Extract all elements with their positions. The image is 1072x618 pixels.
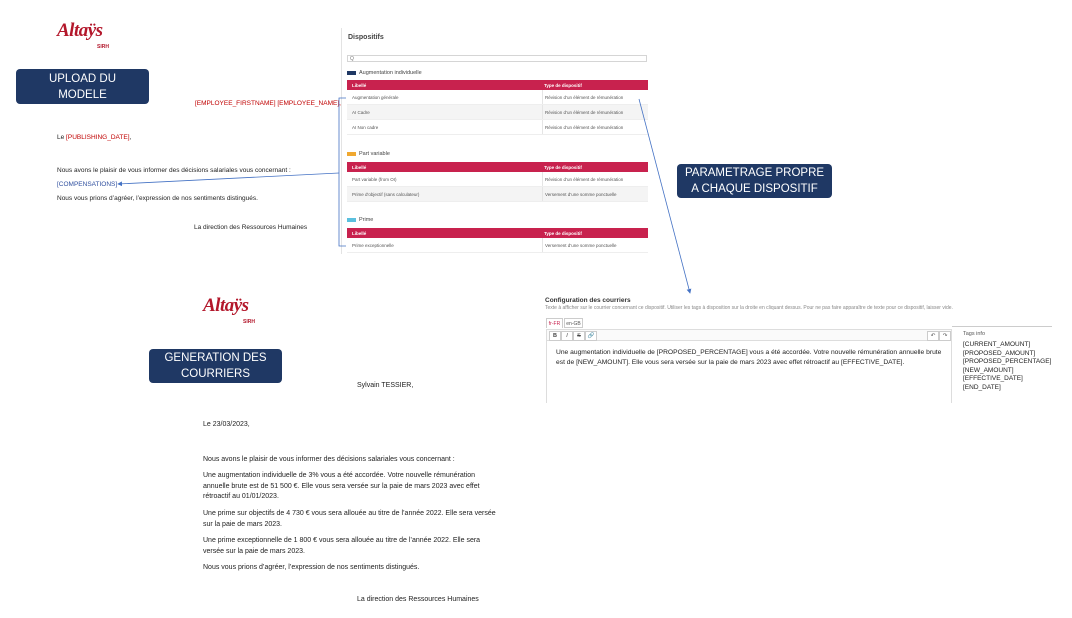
- generated-para-augmentation: Une augmentation individuelle de 3% vous a été accordée. Votre nouvelle rémunération annuelle brute est de 51 500 €. Elle vous sera versée sur la paie de mars 2023 avec effet rétroactif au 01/01/2023.: [203, 472, 480, 500]
- section-name: Prime: [359, 217, 374, 223]
- generated-para-prime-objectifs: Une prime sur objectifs de 4 730 € vous sera allouée au titre de l’année 2022. Elle sera versée sur la paie de mars 2023.: [203, 510, 496, 528]
- callout-upload: UPLOAD DU MODELE: [16, 69, 149, 104]
- logo-suffix: SIRH: [97, 44, 109, 50]
- callout-parametrage: PARAMETRAGE PROPRE A CHAQUE DISPOSITIF: [677, 164, 832, 198]
- tag-proposed-percentage[interactable]: [PROPOSED_PERCENTAGE]: [963, 358, 1052, 365]
- generated-signature: La direction des Ressources Humaines: [357, 596, 479, 603]
- col-type: Type de dispositif: [544, 82, 582, 88]
- tag-new-amount[interactable]: [NEW_AMOUNT]: [963, 366, 1014, 374]
- tags-info-title: Tags info: [963, 331, 986, 337]
- tab-lang-fr[interactable]: fr-FR: [546, 318, 563, 328]
- tag-current-amount[interactable]: [CURRENT_AMOUNT]: [963, 341, 1031, 348]
- tags-list: [963, 341, 1051, 392]
- row-type: Révision d’un élément de rémunération: [542, 120, 648, 134]
- row-type: Révision d’un élément de rémunération: [542, 90, 648, 104]
- col-libelle: Libellé: [352, 230, 367, 236]
- tab-lang-en[interactable]: en-GB: [564, 318, 583, 328]
- row-type: Révision d’un élément de rémunération: [542, 105, 648, 119]
- dispositifs-title: Dispositifs: [348, 34, 384, 41]
- arrow-to-config: [639, 99, 690, 293]
- config-title: Configuration des courriers: [545, 297, 631, 304]
- arrow-to-compensations: [118, 173, 339, 184]
- template-recipient: [EMPLOYEE_FIRSTNAME] [EMPLOYEE_NAME],: [195, 100, 341, 107]
- undo-icon[interactable]: ↶: [927, 331, 939, 341]
- callout-generation: GENERATION DES COURRIERS: [149, 349, 282, 383]
- template-signature: La direction des Ressources Humaines: [194, 224, 308, 231]
- date-suffix: ,: [129, 134, 132, 141]
- col-libelle: Libellé: [352, 82, 367, 88]
- row-libelle: AI Cadre: [352, 109, 370, 115]
- bold-button[interactable]: B: [549, 331, 561, 341]
- date-prefix: Le: [57, 134, 67, 141]
- generated-recipient: Sylvain TESSIER,: [357, 382, 414, 389]
- generated-date: Le 23/03/2023,: [203, 421, 250, 428]
- tag-proposed-amount[interactable]: [PROPOSED_AMOUNT]: [963, 349, 1036, 357]
- logo-suffix: SIRH: [243, 319, 255, 325]
- redo-icon[interactable]: ↷: [939, 331, 951, 341]
- strikethrough-button[interactable]: S: [573, 331, 585, 341]
- section-name: Part variable: [359, 151, 390, 157]
- dispositif-bracket: [339, 98, 346, 246]
- link-icon[interactable]: 🔗: [585, 331, 597, 341]
- tags-divider: [952, 326, 1052, 327]
- tag-effective-date[interactable]: [EFFECTIVE_DATE]: [963, 375, 1023, 382]
- row-libelle: Augmentation générale: [352, 94, 399, 100]
- row-libelle: AI Non cadre: [352, 124, 379, 130]
- col-type: Type de dispositif: [544, 230, 582, 236]
- editor-toolbar: [546, 329, 952, 341]
- template-intro: Nous avons le plaisir de vous informer des décisions salariales vous concernant :: [57, 167, 291, 174]
- logo-name: Altaÿs: [57, 20, 103, 41]
- config-hint: Texte à afficher sur le courrier concernant ce dispositif. Utiliser les tags à disposition sur la droite en cliquant dessus. Pour ne pas faire apparaître de texte pour ce dispositif, laisser vide.: [545, 305, 953, 311]
- editor-text[interactable]: Une augmentation individuelle de [PROPOSED_PERCENTAGE] vous a été accordée. Votre nouvelle rémunération annuelle brute est de [NEW_AMOUNT]. Elle vous sera versée sur la paie de mars 2023 avec effet rétroactif au [EFFECTIVE_DATE].: [556, 349, 942, 366]
- row-type: Révision d’un élément de rémunération: [542, 172, 648, 186]
- row-type: Versement d’une somme ponctuelle: [542, 238, 648, 252]
- compensations-tag: [COMPENSATIONS]: [57, 181, 118, 188]
- row-libelle: Part variable (from OI): [352, 176, 397, 182]
- tag-end-date[interactable]: [END_DATE]: [963, 383, 1001, 391]
- dispositifs-search-input[interactable]: Q: [347, 55, 647, 62]
- italic-button[interactable]: I: [561, 331, 573, 341]
- generated-para-prime-exceptionnelle: Une prime exceptionnelle de 1 800 € vous sera allouée au titre de l’année 2022. Elle sera versée sur la paie de mars 2023.: [203, 537, 481, 555]
- generated-closing: Nous vous prions d’agréer, l’expression de nos sentiments distingués.: [203, 564, 420, 571]
- generated-intro: Nous avons le plaisir de vous informer des décisions salariales vous concernant :: [203, 456, 455, 463]
- template-closing: Nous vous prions d’agréer, l’expression de nos sentiments distingués.: [57, 195, 258, 202]
- section-name: Augmentation individuelle: [359, 70, 422, 76]
- row-type: Versement d’une somme ponctuelle: [542, 187, 648, 201]
- row-libelle: Prime exceptionnelle: [352, 242, 394, 248]
- col-type: Type de dispositif: [544, 164, 582, 170]
- col-libelle: Libellé: [352, 164, 367, 170]
- publishing-date-tag: [PUBLISHING_DATE]: [66, 134, 130, 141]
- row-libelle: Prime d'objectif (sans calculateur): [352, 191, 420, 197]
- logo-name: Altaÿs: [203, 295, 249, 316]
